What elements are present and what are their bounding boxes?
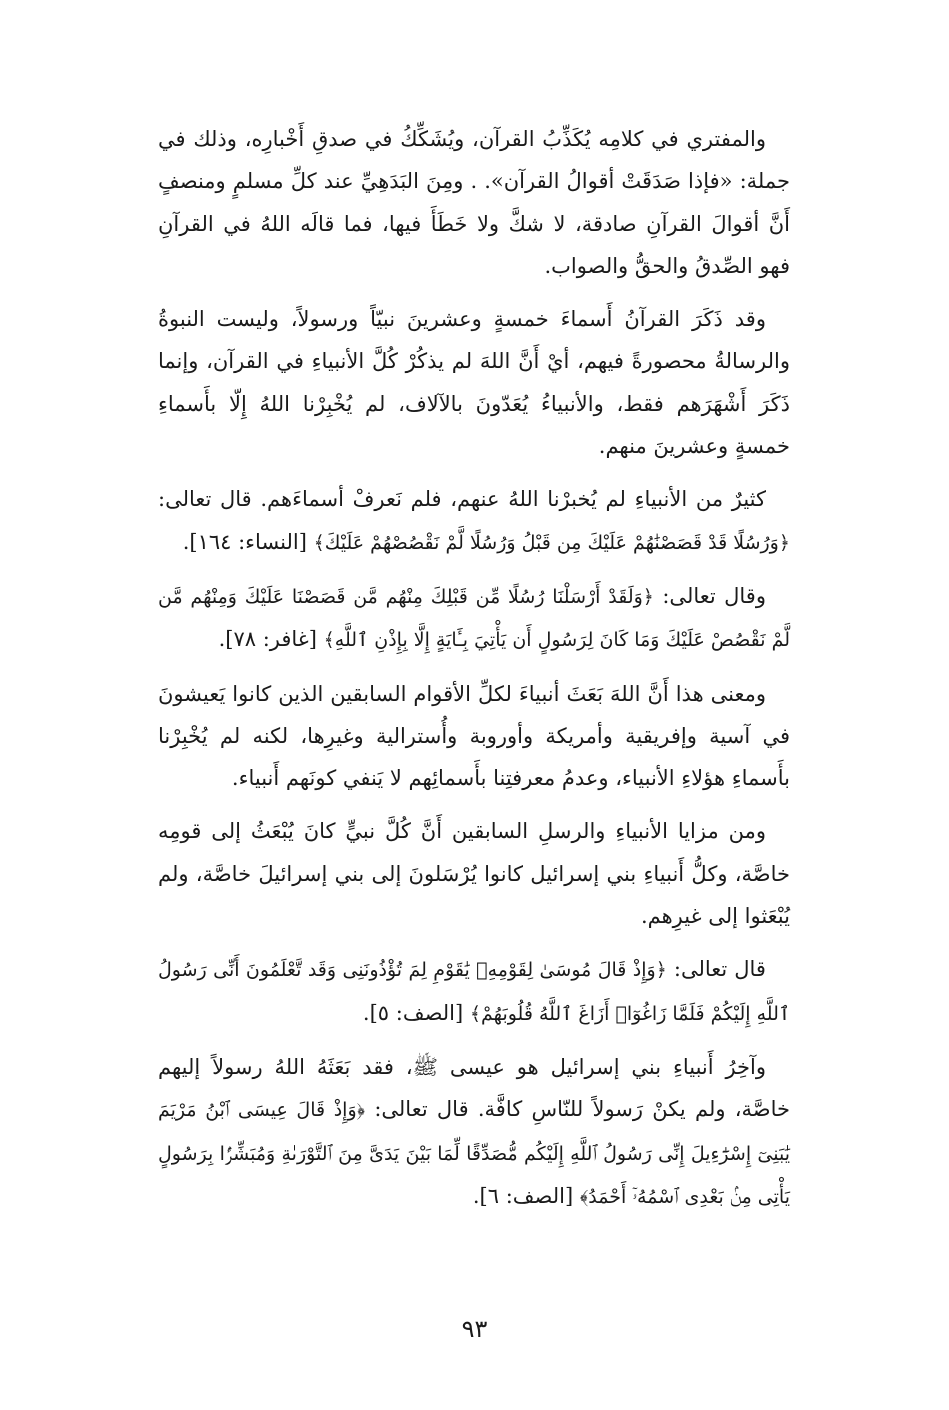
paragraph-5-text: ومعنى هذا أَنَّ اللهَ بَعَثَ أنبياءَ لكلِّ الأقوام السابقين الذين كانوا يَعيشونَ في آسية وإفريقية وأمريكة وأوروبة وأُسترالية وغيرِها، لكنه لم يُخْبِرْنا بأَسماءِ هؤلاءِ الأنبياء، وعدمُ معرفتِنا بأَسمائِهم لا يَنفي كونَهم أَنبياء. [158,681,790,791]
verse-ref-4: [الصف: ٦]. [472,1183,574,1208]
paragraph-7-text: قال تعالى: [673,957,766,982]
paragraph-8 [158,1046,790,1218]
paragraph-8-text: وآخِرُ أَنبياءِ بني إسرائيل هو عيسى ﷺ، فقد بَعَثَهُ اللهُ رسولاً إليهم خاصَّة، ولم يكنْ رَسولاً للنّاسِ كافَّة. قال تعالى: [158,1054,790,1122]
verse-ref-1: [النساء: ١٦٤]. [182,529,307,554]
quran-verse-3: ﴿وَإِذْ قَالَ مُوسَىٰ لِقَوْمِهِۦ يَٰقَوْمِ لِمَ تُؤْذُونَنِى وَقَد تَّعْلَمُونَ أَنِّى رَسُولُ ٱللَّهِ إِلَيْكُمْ فَلَمَّا زَاغُوٓا۟ أَزَاغَ ٱللَّهُ قُلُوبَهُمْ﴾ [158,959,790,1025]
page-body [158,118,790,1229]
paragraph-3-text: كثيرٌ من الأنبياءِ لم يُخبرْنا اللهُ عنهم، فلم نَعرفْ أسماءَهم. قال تعالى: [158,487,766,512]
quran-verse-4: ﴿وَإِذْ قَالَ عِيسَى ٱبْنُ مَرْيَمَ يَٰبَنِىٓ إِسْرَٰٓءِيلَ إِنِّى رَسُولُ ٱللَّهِ إِلَيْكُم مُّصَدِّقًا لِّمَا بَيْنَ يَدَىَّ مِنَ ٱلتَّوْرَىٰةِ وَمُبَشِّرًۢا بِرَسُولٍ يَأْتِى مِنۢ بَعْدِى ٱسْمُهُۥٓ أَحْمَدُ﴾ [158,1099,790,1208]
paragraph-2 [158,298,790,467]
verse-ref-2: [غافر: ٧٨]. [218,627,317,652]
verse-ref-3: [الصف: ٥]. [362,1000,464,1025]
paragraph-1 [158,118,790,287]
paragraph-3 [158,478,790,564]
paragraph-5 [158,673,790,800]
paragraph-2-text: وقد ذَكَرَ القرآنُ أَسماءَ خمسةٍ وعشرينَ نبيّاً ورسولاً، وليست النبوةُ والرسالةُ محصورةً فيهم، أيْ أَنَّ اللهَ لم يذكُرْ كُلَّ الأنبياءِ في القرآن، وإنما ذَكَرَ أَشْهَرَهم فقط، والأنبياءُ يُعَدّونَ بالآلاف، لم يُخْبِرْنا اللهُ إِلّا بأَسماءِ خمسةٍ وعشرينَ منهم. [158,307,790,459]
paragraph-4-text: وقال تعالى: [662,583,766,608]
page-number: ٩٣ [461,1315,488,1343]
paragraph-1-text: والمفتري في كلامِه يُكَذِّبُ القرآن، ويُشَكِّكُ في صدقِ أَخْبارِه، وذلك في جملة: «فإذا صَدَقَتْ أقوالُ القرآن». . ومِنَ البَدَهِيِّ عند كلِّ مسلمٍ ومنصفٍ أَنَّ أقوالَ القرآنِ صادقة، لا شكَّ ولا خَطَأَ فيها، فما قالَه اللهُ في القرآنِ فهو الصِّدقُ والحقُّ والصواب. [158,127,790,278]
paragraph-6 [158,810,790,937]
paragraph-7 [158,948,790,1035]
paragraph-6-text: ومن مزايا الأنبياءِ والرسلِ السابقين أَنَّ كُلَّ نبيٍّ كانَ يُبْعَثُ إلى قومِه خاصَّة، وكلُّ أَنبياءِ بني إسرائيل كانوا يُرْسَلونَ إلى بني إسرائيلَ خاصَّة، ولم يُبْعَثوا إلى غيرِهم. [158,819,790,929]
paragraph-4 [158,575,790,662]
quran-verse-1: ﴿وَرُسُلًا قَدْ قَصَصْنَٰهُمْ عَلَيْكَ مِن قَبْلُ وَرُسُلًا لَّمْ نَقْصُصْهُمْ عَلَيْكَ﴾ [313,531,790,554]
quran-verse-2: ﴿وَلَقَدْ أَرْسَلْنَا رُسُلًا مِّن قَبْلِكَ مِنْهُم مَّن قَصَصْنَا عَلَيْكَ وَمِنْهُم مَّن لَّمْ نَقْصُصْ عَلَيْكَ وَمَا كَانَ لِرَسُولٍ أَن يَأْتِيَ بِـَٔايَةٍ إِلَّا بِإِذْنِ ٱللَّهِ﴾ [158,585,790,652]
